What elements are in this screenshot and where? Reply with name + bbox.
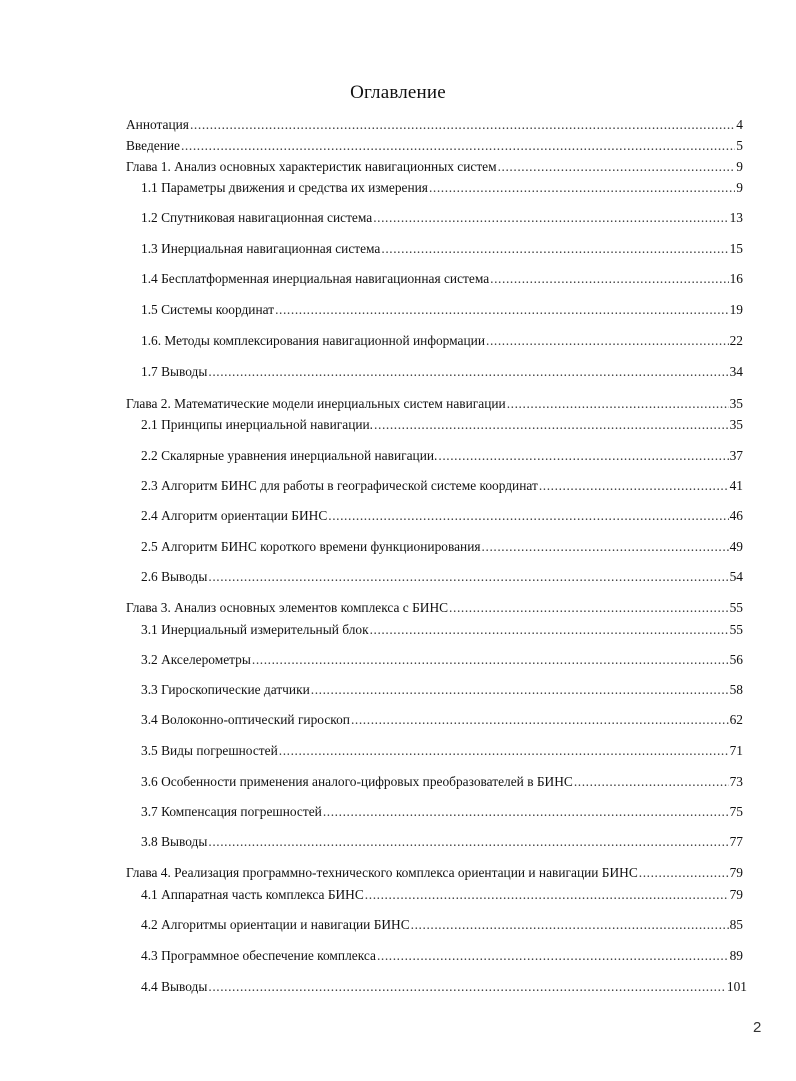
toc-entry-page: 58 (729, 682, 743, 697)
dot-leader (328, 506, 728, 526)
toc-section-entry (141, 567, 743, 587)
toc-section-entry (141, 977, 747, 997)
dot-leader (208, 832, 728, 852)
toc-entry-page: 79 (729, 887, 743, 902)
toc-entry-title: 1.2 Спутниковая навигационная система (141, 210, 373, 225)
dot-leader (507, 394, 729, 414)
toc-chapter-entry (126, 394, 743, 414)
toc-entry-page: 46 (729, 508, 743, 523)
page-title: Оглавление (350, 82, 446, 103)
dot-leader (639, 863, 729, 883)
toc-section-entry (141, 178, 743, 198)
toc-entry-title: 3.6 Особенности применения аналого-цифровых преобразователей в БИНС (141, 774, 573, 789)
toc-entry-page: 77 (729, 834, 743, 849)
toc-entry-page: 35 (729, 396, 743, 411)
toc-entry-title: 3.3 Гироскопические датчики (141, 682, 310, 697)
toc-section-entry (141, 620, 743, 640)
dot-leader (574, 772, 729, 792)
toc-entry-page: 41 (729, 478, 743, 493)
toc-entry-title: 3.8 Выводы (141, 834, 208, 849)
toc-section-entry (141, 415, 743, 435)
toc-entry-title: 2.3 Алгоритм БИНС для работы в географической системе координат (141, 478, 538, 493)
toc-chapter-entry (126, 136, 743, 156)
toc-section-entry (141, 885, 743, 905)
toc-section-entry (141, 832, 743, 852)
toc-entry-title: 2.4 Алгоритм ориентации БИНС (141, 508, 328, 523)
toc-entry-page: 55 (729, 600, 743, 615)
toc-entry-title: Глава 4. Реализация программно-технического комплекса ориентации и навигации БИНС (126, 865, 638, 880)
toc-entry-page: 34 (729, 364, 743, 379)
toc-section-entry (141, 650, 743, 670)
toc-entry-title: 3.5 Виды погрешностей (141, 743, 278, 758)
toc-chapter-entry (126, 863, 743, 883)
toc-entry-title: 3.7 Компенсация погрешностей (141, 804, 322, 819)
toc-entry-title: 2.2 Скалярные уравнения инерциальной навигации. (141, 448, 438, 463)
toc-entry-page: 54 (729, 569, 743, 584)
dot-leader (181, 136, 735, 156)
toc-section-entry (141, 208, 743, 228)
toc-entry-page: 89 (729, 948, 743, 963)
toc-entry-title: 4.3 Программное обеспечение комплекса (141, 948, 376, 963)
dot-leader (279, 741, 729, 761)
toc-section-entry (141, 772, 743, 792)
toc-entry-title: 1.4 Бесплатформенная инерциальная навигационная система (141, 271, 490, 286)
dot-leader (208, 362, 728, 382)
dot-leader (373, 208, 728, 228)
toc-entry-title: Глава 3. Анализ основных элементов комплекса с БИНС (126, 600, 449, 615)
dot-leader (370, 620, 729, 640)
toc-entry-page: 101 (726, 979, 747, 994)
toc-entry-page: 55 (729, 622, 743, 637)
page-number: 2 (753, 1019, 762, 1036)
toc-entry-page: 71 (729, 743, 743, 758)
toc-entry-page: 49 (729, 539, 743, 554)
toc-section-entry (141, 476, 743, 496)
toc-section-entry (141, 300, 743, 320)
toc-section-entry (141, 710, 743, 730)
dot-leader (438, 446, 728, 466)
toc-entry-page: 62 (729, 712, 743, 727)
toc-chapter-entry (126, 157, 743, 177)
toc-entry-page: 79 (729, 865, 743, 880)
toc-section-entry (141, 741, 743, 761)
dot-leader (411, 915, 729, 935)
dot-leader (449, 598, 729, 618)
toc-section-entry (141, 446, 743, 466)
toc-section-entry (141, 239, 743, 259)
toc-section-entry (141, 915, 743, 935)
toc-entry-title: 3.1 Инерциальный измерительный блок (141, 622, 369, 637)
toc-entry-title: 3.4 Волоконно-оптический гироскоп (141, 712, 350, 727)
dot-leader (486, 331, 729, 351)
dot-leader (482, 537, 729, 557)
toc-entry-page: 73 (729, 774, 743, 789)
toc-section-entry (141, 331, 743, 351)
toc-entry-page: 85 (729, 917, 743, 932)
toc-chapter-entry (126, 598, 743, 618)
toc-section-entry (141, 269, 743, 289)
toc-entry-title: 4.4 Выводы (141, 979, 208, 994)
toc-entry-title: 2.1 Принципы инерциальной навигации. (141, 417, 374, 432)
dot-leader (311, 680, 729, 700)
toc-section-entry (141, 362, 743, 382)
dot-leader (377, 946, 729, 966)
toc-entry-page: 22 (729, 333, 743, 348)
toc-entry-title: Введение (126, 138, 180, 153)
dot-leader (381, 239, 728, 259)
dot-leader (208, 567, 728, 587)
toc-entry-page: 37 (729, 448, 743, 463)
dot-leader (498, 157, 736, 177)
dot-leader (275, 300, 729, 320)
toc-entry-title: 1.5 Системы координат (141, 302, 275, 317)
toc-entry-page: 19 (729, 302, 743, 317)
toc-entry-title: 2.6 Выводы (141, 569, 208, 584)
toc-entry-page: 13 (729, 210, 743, 225)
dot-leader (429, 178, 735, 198)
toc-entry-title: Глава 2. Математические модели инерциальных систем навигации (126, 396, 506, 411)
dot-leader (374, 415, 729, 435)
toc-entry-page: 4 (736, 117, 743, 132)
dot-leader (208, 977, 726, 997)
toc-section-entry (141, 802, 743, 822)
toc-entry-title: 1.7 Выводы (141, 364, 208, 379)
toc-entry-page: 35 (729, 417, 743, 432)
toc-entry-page: 15 (729, 241, 743, 256)
toc-chapter-entry (126, 115, 743, 135)
toc-entry-page: 75 (729, 804, 743, 819)
toc-entry-title: Глава 1. Анализ основных характеристик навигационных систем (126, 159, 497, 174)
dot-leader (190, 115, 735, 135)
dot-leader (252, 650, 729, 670)
toc-entry-page: 9 (736, 180, 743, 195)
toc-entry-title: 4.2 Алгоритмы ориентации и навигации БИНС (141, 917, 410, 932)
toc-entry-page: 9 (736, 159, 743, 174)
toc-section-entry (141, 506, 743, 526)
toc-entry-title: 2.5 Алгоритм БИНС короткого времени функционирования (141, 539, 481, 554)
dot-leader (365, 885, 729, 905)
toc-entry-title: 1.6. Методы комплексирования навигационной информации (141, 333, 486, 348)
toc-entry-title: 3.2 Акселерометры (141, 652, 251, 667)
toc-section-entry (141, 946, 743, 966)
dot-leader (351, 710, 729, 730)
toc-entry-title: 4.1 Аппаратная часть комплекса БИНС (141, 887, 364, 902)
toc-entry-title: 1.1 Параметры движения и средства их измерения (141, 180, 428, 195)
toc-entry-title: Аннотация (126, 117, 189, 132)
toc-entry-page: 5 (736, 138, 743, 153)
dot-leader (539, 476, 729, 496)
toc-entry-page: 56 (729, 652, 743, 667)
toc-section-entry (141, 537, 743, 557)
toc-entry-page: 16 (729, 271, 743, 286)
toc-entry-title: 1.3 Инерциальная навигационная система (141, 241, 381, 256)
dot-leader (490, 269, 728, 289)
dot-leader (323, 802, 729, 822)
toc-section-entry (141, 680, 743, 700)
